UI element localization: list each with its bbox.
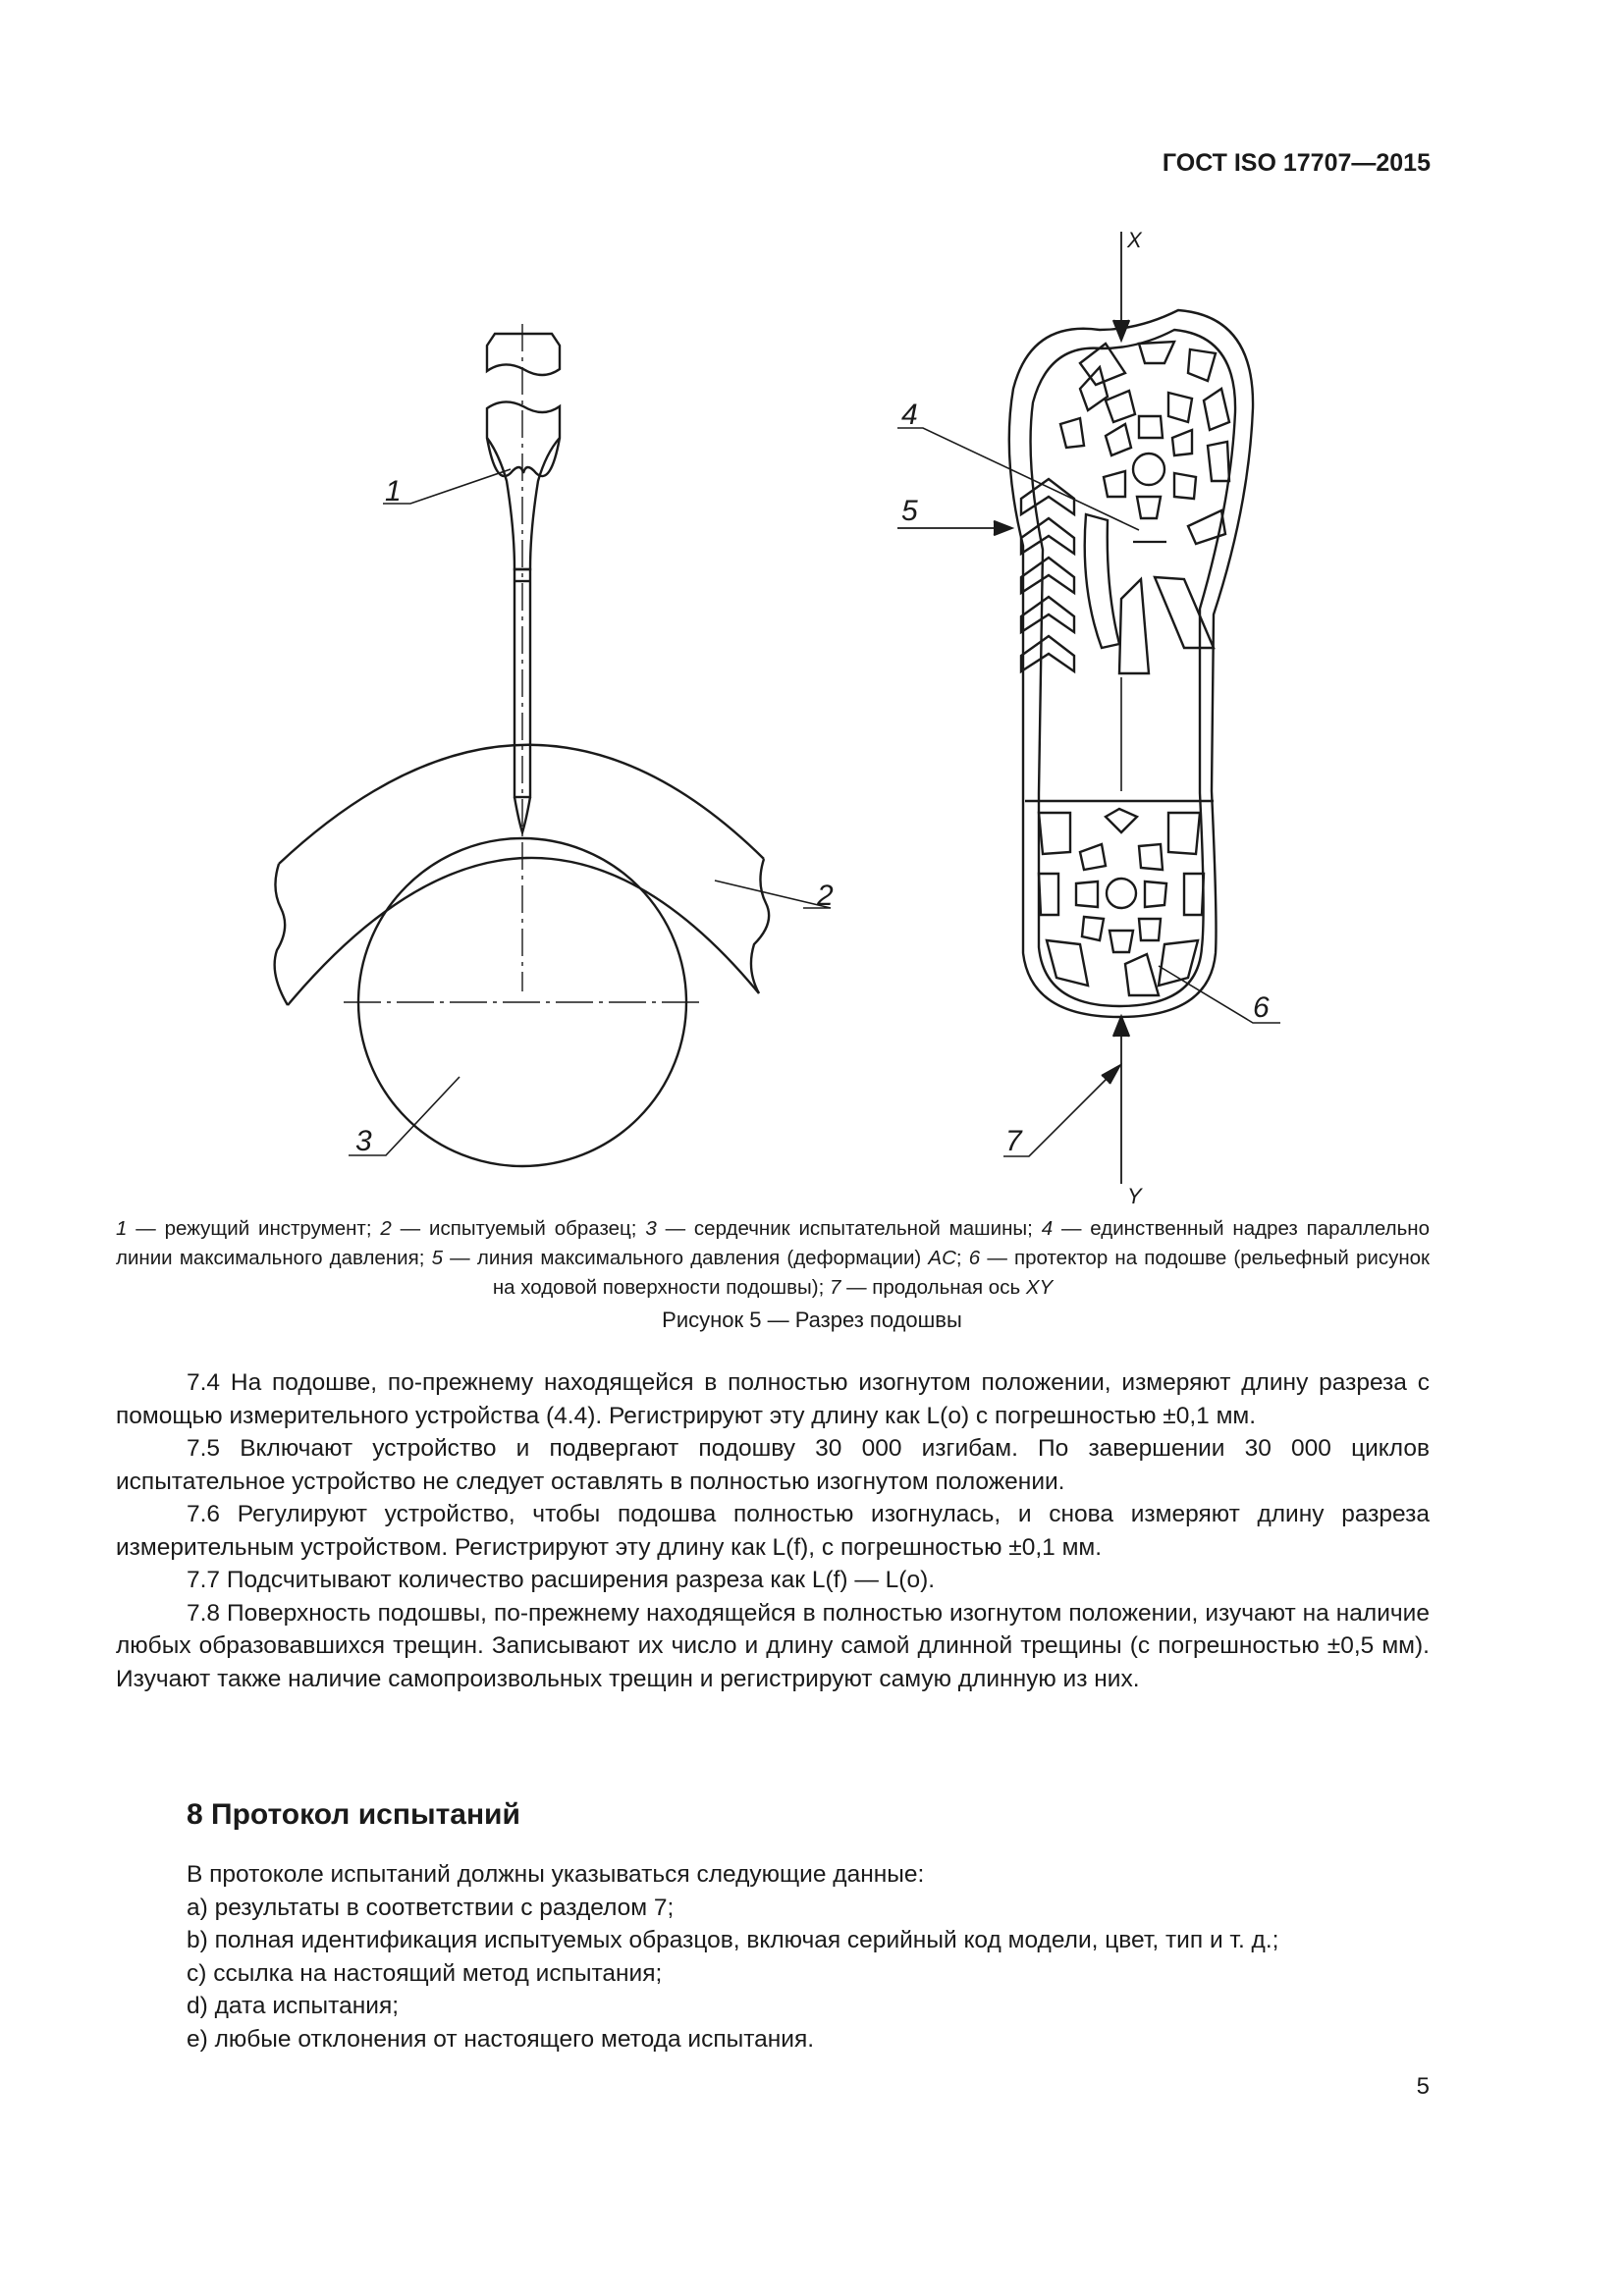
legend-text: — единственный надрез параллельно линии максимального давления; [116, 1217, 1430, 1269]
list-item: a) результаты в соответствии с разделом 7; [187, 1894, 675, 1921]
paragraph-7-6: 7.6 Регулируют устройство, чтобы подошва полностью изогнулась, и снова измеряют длину разреза измерительным устройством. Регистрируют эту длину как L(f), с погрешностью ±0,1 мм. [116, 1501, 1430, 1561]
figure-legend [116, 1214, 1430, 1303]
paragraph-7-4: 7.4 На подошве, по-прежнему находящейся в полностью изогнутом положении, измеряют длину разреза с помощью измерительного устройства (4.4). Регистрируют эту длину как L(о) с погрешностью ±0,1 мм. [116, 1369, 1430, 1429]
callout-7: 7 [1005, 1125, 1022, 1157]
callout-2: 2 [817, 880, 834, 912]
document-header: ГОСТ ISO 17707—2015 [1162, 149, 1431, 177]
callout-1: 1 [385, 475, 402, 507]
legend-text: — режущий инструмент; [127, 1217, 381, 1240]
legend-symbol: 3 [645, 1217, 657, 1240]
callout-3: 3 [355, 1125, 372, 1157]
cutting-tool-drawing [487, 324, 560, 991]
axis-y-label: Y [1127, 1184, 1142, 1208]
paragraph-7-7: 7.7 Подсчитывают количество расширения разреза как L(f) — L(о). [187, 1567, 936, 1593]
section-body [187, 1858, 1430, 2056]
figure-title: Рисунок 5 — Разрез подошвы [662, 1308, 962, 1332]
legend-symbol: AC [928, 1247, 956, 1269]
section-intro: В протоколе испытаний должны указываться следующие данные: [187, 1861, 925, 1888]
legend-text: — сердечник испытательной машины; [656, 1217, 1042, 1240]
list-item: b) полная идентификация испытуемых образцов, включая серийный код модели, цвет, тип и т. д.; [187, 1927, 1279, 1953]
legend-text: — протектор на подошве (рельефный рисунок на ходовой поверхности подошвы); [492, 1247, 1431, 1299]
legend-text: — линия максимального давления (деформации) [443, 1247, 929, 1269]
legend-symbol: 4 [1041, 1217, 1054, 1240]
legend-symbol: 5 [431, 1247, 443, 1269]
legend-symbol: 2 [380, 1217, 392, 1240]
page-number: 5 [1416, 2073, 1430, 2100]
callout-5: 5 [901, 495, 918, 527]
paragraph-7-5: 7.5 Включают устройство и подвергают подошву 30 000 изгибам. По завершении 30 000 циклов испытательное устройство не следует оставлять в полностью изогнутом положении. [116, 1435, 1430, 1495]
legend-symbol: 1 [116, 1217, 128, 1240]
list-item: e) любые отклонения от настоящего метода испытания. [187, 2025, 815, 2053]
legend-text: — испытуемый образец; [391, 1217, 646, 1240]
callout-6: 6 [1253, 991, 1270, 1024]
axis-x-label: X [1127, 228, 1142, 252]
list-item: c) ссылка на настоящий метод испытания; [187, 1959, 663, 1987]
paragraph-7-8: 7.8 Поверхность подошвы, по-прежнему находящейся в полностью изогнутом положении, изучают на наличие любых образовавшихся трещин. Записывают их число и длину самой длинной трещины (с погрешностью ±0,5 мм). Изучают также наличие самопроизвольных трещин и регистрируют самую длинную из них. [116, 1599, 1430, 1692]
legend-symbol: 7 [829, 1276, 841, 1299]
legend-symbol: XY [1025, 1276, 1054, 1299]
legend-symbol: 6 [968, 1247, 981, 1269]
sole-outline [1009, 310, 1253, 1017]
figure-callouts [355, 228, 1270, 1208]
list-item: d) дата испытания; [187, 1993, 400, 2019]
callout-4: 4 [901, 399, 918, 431]
test-specimen-band [275, 745, 769, 1005]
legend-text: — продольная ось [840, 1276, 1026, 1299]
legend-text: ; [955, 1247, 969, 1269]
clause-7-paragraphs [116, 1366, 1430, 1695]
section-heading: 8 Протокол испытаний [187, 1798, 520, 1831]
